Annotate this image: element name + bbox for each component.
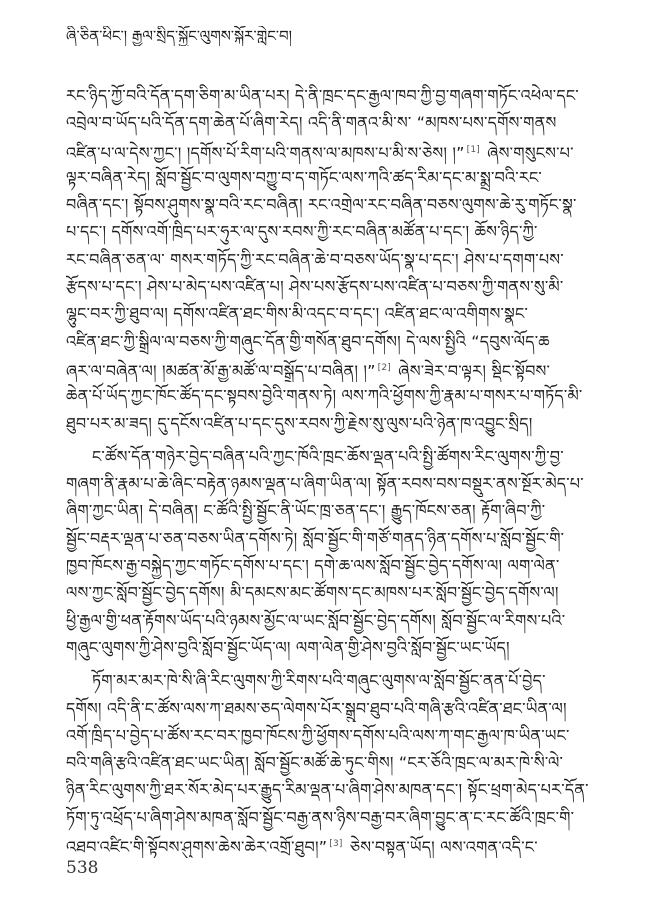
text-line [66,804,606,831]
text-line [66,497,606,524]
text-line [66,328,606,355]
line-text: པ་དང་། དགོས་འགོ་ཁྲིད་པར་ཧུར་ལ་དུས་རབས་ཀྱི་རང་བཞིན་མཚོན་པ་དང་། ཆོས་ཉིད་ཀྱི་ [66,222,538,242]
footnote-marker[interactable]: [1] [466,144,480,155]
text-line [66,164,606,191]
text-line [66,749,606,776]
text-line [66,722,606,749]
line-text: ཁྱབ་ཁོངས་རྒྱ་བསྐྱེད་ཀྱང་གཏོང་དགོས་པ་དང་། དགེ་ཆ་ལས་སློབ་སྦྱོང་བྱེད་དགོས་ལ། ལག་ལེན་ [66,556,560,576]
line-text: རང་ཉིད་ཀྱོ་བའི་དོན་དག་ཅིག་མ་ཡིན་པར། དེ་ནི་ཁྲང་དང་རྒྱལ་ཁབ་ཀྱི་བྱ་གཞག་གཏོང་འཕེལ་དང་ [66,86,579,105]
paragraph [66,443,606,661]
line-text: སྦྱོང་བརྡར་ལྡན་པ་ཅན་བཅས་ཡིན་དགོས་ཏེ། སློབ་སྦྱོང་གི་གཙོ་གནད་ཉིན་དགོས་པ་སློབ་སྦྱོང་གི་ [66,528,565,548]
text-line [66,246,606,273]
text-line [66,300,606,327]
line-text: གཞག་ནི་རྣམ་པ་ཆེ་ཞིང་བརྟེན་ཉམས་ལྡན་པ་ཞིག་ཡིན་ལ། སྟོན་རབས་བས་བསྡུར་ནས་སྔོར་མེད་པ་ [66,474,584,494]
text-line [66,218,606,245]
line-text: བའི་གཞི་རྩའི་འཛིན་ཐང་ཡང་ཡིན། སློབ་སྦྱོང་མཚོ་ཆེ་ཏུང་གིས། “ངར་ཅོའི་ཁྲང་ལ་མར་ཁེ་སི་ལེ་ [66,753,564,773]
text-line [66,109,606,136]
line-text-continued: ཞེས་གསུངས་པ་ [481,142,574,162]
paragraph [66,82,606,437]
text-line [66,579,606,606]
text-line [66,191,606,218]
text-line [66,355,606,382]
text-line [66,273,606,300]
line-text: ཏོག་ཏུ་འཕྲོད་པ་ཞིག་ཤེས་མཁན་སློབ་སྦྱོང་བརྒྱ་ནས་ཉིས་བརྒྱ་བར་ཞིག་བྱུང་ན་ང་རང་ཚོའི་ཁྲང་གི་ [66,807,575,827]
paragraph [66,667,606,858]
line-text: འཛིན་པ་ལ་དེས་ཀྱང་། །དགོས་པོ་རིག་པའི་གནས་ལ་མཁས་པ་མི་ས་ཅེས། །” [66,142,465,162]
text-line [66,82,606,109]
line-text: ཞར་ལ་བཞེན་ལ། །མཚན་མོ་རྒྱ་མཚོ་ལ་བསྒྲོད་པ་བཞིན། །” [66,361,376,381]
footnote-marker[interactable]: [2] [377,362,392,373]
text-line [66,607,606,634]
line-text: ཞིག་ཀྱང་ཡིན། དེ་བཞིན། ང་ཚོའི་སྤྱི་སྦྱོང་ནི་ཡོང་ཁྲ་ཅན་དང་། རྒྱུད་ཁོངས་ཅན། རྟོག་ཞིབ་ཀྱི་ [66,501,546,521]
line-text: ང་ཚོས་དོན་གཉེར་བྱེད་བཞིན་པའི་ཀྱང་ཁོའི་ཁྲང་ཆོས་ལྡན་པའི་སྤྱི་ཚོགས་རིང་ལུགས་ཀྱི་བྱ་ [92,446,564,466]
running-header: ཞི་ཅིན་ཕིང་། རྒྱལ་སྲིད་སྐྱོང་ལུགས་སྐོར་གླེང་བ། [66,27,292,45]
text-line [66,667,606,694]
line-text: རང་བཞིན་ཅན་ལ་ གསར་གཏོད་ཀྱི་རང་བཞིན་ཆེ་བ་བཅས་ཡོད་སྣ་པ་དང་། ཤེས་པ་དགག་པས་ [66,249,564,269]
line-text: བཞིན་དང་། སྟོབས་ཤུགས་སྣ་བའི་རང་བཞིན། རང་འགྲེལ་རང་བཞིན་བཅས་ལུགས་ཆེ་རུ་གཏོང་སྣ་ [66,195,577,215]
line-text: ཐུབ་པར་མ་ཟད། དུ་དངོས་འཛིན་པ་དང་དུས་རབས་ཀྱི་རྗེས་སུ་ལུས་པའི་ཉེན་ཁ་འབྱུང་སྲིད། [66,413,533,433]
text-line [66,410,606,437]
text-line [66,695,606,722]
line-text: དགོས། འདི་ནི་ང་ཚོས་ལས་ཀ་ཐམས་ཅད་ལེགས་པོར་སྒྲུབ་ཐུབ་པའི་གཞི་རྩའི་འཛིན་ཐང་ཡིན་ལ། [66,698,567,718]
text-line [66,552,606,579]
line-text: ལྷུང་བར་ཀྱི་ཐུབ་ལ། དགོས་འཛིན་ཐང་གིས་མི་འདང་བ་དང་། འཛིན་ཐང་ལ་འགིགས་སྣང་ [66,304,529,324]
line-text: རྩོདས་པ་དང་། ཤེས་པ་མེད་པས་འཛིན་པ། ཤེས་པས་རྩོདས་པས་འཛིན་པ་བཅས་ཀྱི་གནས་སུ་མི་ [66,277,564,297]
text-line [66,525,606,552]
line-text: ལས་ཀྱང་སློབ་སྦྱོང་བྱེད་དགོས། མི་དམངས་མང་ཚོགས་དང་མཁས་པར་སློབ་སྦྱོང་བྱེད་དགོས་ལ། [66,583,559,603]
line-text: གཞུང་ལུགས་ཀྱི་ཤེས་བྱའི་སློབ་སྦྱོང་ཡོད་ལ། ལག་ལེན་གྱི་ཤེས་བྱའི་སློབ་སྦྱོང་ཡང་ཡོད། [66,637,510,657]
line-text: ཆེན་པོ་ཡོད་ཀྱང་ཁོང་ཚོད་དང་སྟབས་བྱེའི་གནས་ཏེ། ལས་ཀའི་ཕྱོགས་ཀྱི་རྣམ་པ་གསར་པ་གཏོད་མི་ [66,386,583,406]
line-text: འབྲེལ་བ་ཡོད་པའི་དོན་དག་ཆེན་པོ་ཞིག་རེད། འདི་ནི་གནའ་མི་ས་ “མཁས་པས་དགོས་གནས [66,113,557,133]
line-text: ཏོག་མར་མར་ཁེ་སི་ཞི་རིང་ལུགས་ཀྱི་རིགས་པའི་གཞུང་ལུགས་ལ་སློབ་སྦྱོང་ནན་པོ་བྱེད་ [92,671,546,691]
line-text: ཉིན་རིང་ལུགས་ཀྱི་ཐར་སོར་མེད་པར་རྒྱུད་རིམ་ལྡན་པ་ཞིག་ཤེས་མཁན་དང་། སྟོང་ཕྲག་མེད་པར་དོན་ [66,780,589,800]
text-line [66,634,606,661]
text-line [66,382,606,409]
text-line [66,470,606,497]
footnote-marker[interactable]: [3] [329,839,343,850]
text-line [66,137,606,164]
text-line [66,443,606,470]
line-text: འཐབ་འཛིང་གི་སྟོབས་ཤུགས་ཆེས་ཆེར་འགྲོ་ཐུབ།” [66,837,328,857]
line-text: འགོ་ཁྲིད་པ་བྱེད་པ་ཚོས་རང་བར་ཁྱབ་ཁོངས་ཀྱི་ཕྱོགས་དགོས་པའི་ལས་ཀ་གང་རྒྱལ་ཁ་ཡིན་ཡང་ [66,725,570,745]
text-line [66,831,606,858]
line-text: འཛིན་ཐང་ཀྱི་སྒྲིལ་ལ་བཅས་ཀྱི་གཞུང་དོན་གྱི་གསོན་ཐུབ་དགོས། དེ་ལས་སྤྱིའི “དབུས་ལོད་ཆ [66,331,550,351]
line-text: ལྟར་བཞིན་རེད། སློབ་སྦྱོང་བ་ལུགས་བཀྱུ་བ་ད་གཏོང་ལས་ཀའི་ཚད་རིམ་དང་མ་སྨྲ་བའི་རང་ [66,167,542,187]
line-text: ཕྱི་རྒྱལ་གྱི་ཕན་རྟོགས་ཡོད་པའི་ཉམས་མྱོང་ལ་ཡང་སློབ་སྦྱོང་བྱེད་དགོས། སློབ་སྦྱོང་ལ་རིགས་པའི་ [66,610,566,630]
body-text [66,82,606,858]
line-text-continued: ཞེས་ཟེར་བ་ལྟར། སྡིང་སྟོབས་ [393,361,551,381]
page-number: 538 [66,858,99,878]
line-text-continued: ཅེས་བསྟན་ཡོད། ལས་འགན་འདི་ང་ [344,837,538,857]
text-line [66,776,606,803]
